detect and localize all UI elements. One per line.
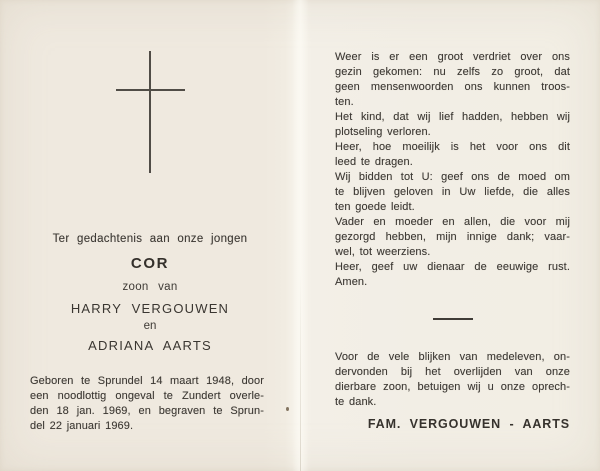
prayer-line: ten. [335,96,354,108]
prayer-line: gezorgd hebben, mijn innige dank; vaar- [335,231,570,243]
prayer-line: Amen. [335,276,368,288]
thanks-text [335,350,570,410]
prayer-line: ten goede leidt. [335,201,415,213]
prayer-line: Weer is er een groot verdriet over ons [335,51,570,63]
prayer-line: Het kind, dat wij lief hadden, hebben wij [335,111,570,123]
bio-line: del 22 januari 1969. [30,420,134,432]
prayer-line: Wij bidden tot U: geef ons de moed om [335,171,570,183]
prayer-line: Heer, geef uw dienaar de eeuwige rust. [335,261,570,273]
thanks-line: dierbare zoon, betuigen wij u onze oprech- [335,381,570,393]
prayer-line: geen mensenwoorden ons kunnen troos- [335,81,570,93]
prayer-line: wel, tot weerziens. [335,246,431,258]
divider-line [433,318,473,320]
prayer-line: Heer, hoe moeilijk is het voor ons dit [335,141,570,153]
mother-name: ADRIANA AARTS [88,338,212,353]
prayer-line: gezin gekomen: nu zelfs zo groot, dat [335,66,570,78]
thanks-line: dervonden bij het overlijden van onze [335,366,570,378]
bio-line: den 18 jan. 1969, en begraven te Sprun- [30,405,264,417]
paper-speck [286,407,289,411]
prayer-line: plotseling verloren. [335,126,431,138]
father-name: HARRY VERGOUWEN [70,301,230,316]
prayer-text [335,50,570,290]
conjunction-text: en [143,320,157,332]
memorial-intro: Ter gedachtenis aan onze jongen [52,233,248,245]
cross-horizontal-bar [116,89,185,91]
bio-line: Geboren te Sprundel 14 maart 1948, door [30,375,264,387]
deceased-name: COR [130,255,170,272]
prayer-line: leed te dragen. [335,156,413,168]
relation-text: zoon van [122,281,178,293]
cross-vertical-bar [149,51,151,173]
prayer-line: Vader en moeder en allen, die voor mij [335,216,570,228]
prayer-line: te blijven geloven in Uw liefde, die alles [335,186,570,198]
bio-line: een noodlottig ongeval te Zundert overle- [30,390,264,402]
family-signature: FAM. VERGOUWEN - AARTS [367,417,570,431]
bio-text [30,374,264,434]
thanks-line: Voor de vele blijken van medeleven, on- [335,351,570,363]
thanks-line: te dank. [335,396,377,408]
